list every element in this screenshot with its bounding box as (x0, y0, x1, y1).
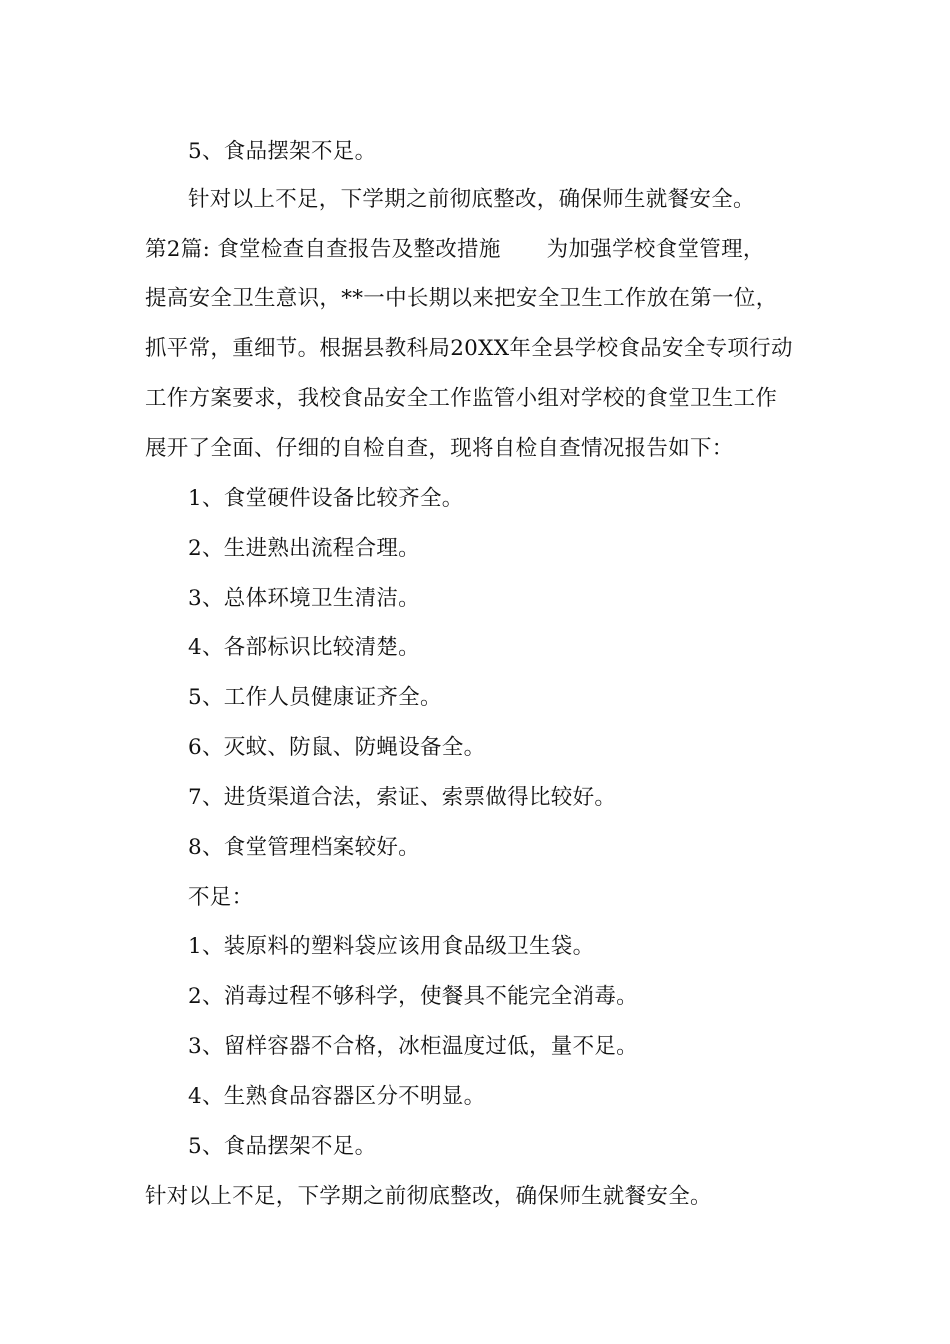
strength-item-7: 7、进货渠道合法，索证、索票做得比较好。 (188, 785, 617, 810)
strength-item-8: 8、食堂管理档案较好。 (188, 835, 420, 860)
top-closing-paragraph: 针对以上不足，下学期之前彻底整改，确保师生就餐安全。 (188, 187, 755, 212)
strength-item-3: 3、总体环境卫生清洁。 (188, 586, 420, 611)
intro-line-2: 提高安全卫生意识，**一中长期以来把安全卫生工作放在第一位， (145, 286, 778, 311)
intro-line-1: 为加强学校食堂管理， (546, 237, 765, 262)
shortcoming-item-1: 1、装原料的塑料袋应该用食品级卫生袋。 (188, 934, 595, 959)
intro-line-4: 工作方案要求，我校食品安全工作监管小组对学校的食堂卫生工作 (145, 386, 778, 411)
shortcoming-item-4: 4、生熟食品容器区分不明显。 (188, 1084, 486, 1109)
strength-item-6: 6、灭蚊、防鼠、防蝇设备全。 (188, 735, 486, 760)
strength-item-5: 5、工作人员健康证齐全。 (188, 685, 442, 710)
shortcoming-item-3: 3、留样容器不合格，冰柜温度过低，量不足。 (188, 1034, 638, 1059)
shortcomings-label: 不足： (188, 885, 254, 910)
strength-item-4: 4、各部标识比较清楚。 (188, 635, 420, 660)
section-heading-line (145, 235, 815, 265)
intro-line-5: 展开了全面、仔细的自检自查，现将自检自查情况报告如下： (145, 436, 734, 461)
top-list-item: 5、食品摆架不足。 (188, 139, 377, 164)
closing-paragraph: 针对以上不足，下学期之前彻底整改，确保师生就餐安全。 (145, 1184, 712, 1209)
section-title: 第2篇: 食堂检查自查报告及整改措施 (145, 237, 501, 262)
strength-item-2: 2、生进熟出流程合理。 (188, 536, 420, 561)
shortcoming-item-5: 5、食品摆架不足。 (188, 1134, 377, 1159)
intro-line-3: 抓平常，重细节。根据县教科局20XX年全县学校食品安全专项行动 (145, 336, 793, 361)
strength-item-1: 1、食堂硬件设备比较齐全。 (188, 486, 464, 511)
shortcoming-item-2: 2、消毒过程不够科学，使餐具不能完全消毒。 (188, 984, 638, 1009)
